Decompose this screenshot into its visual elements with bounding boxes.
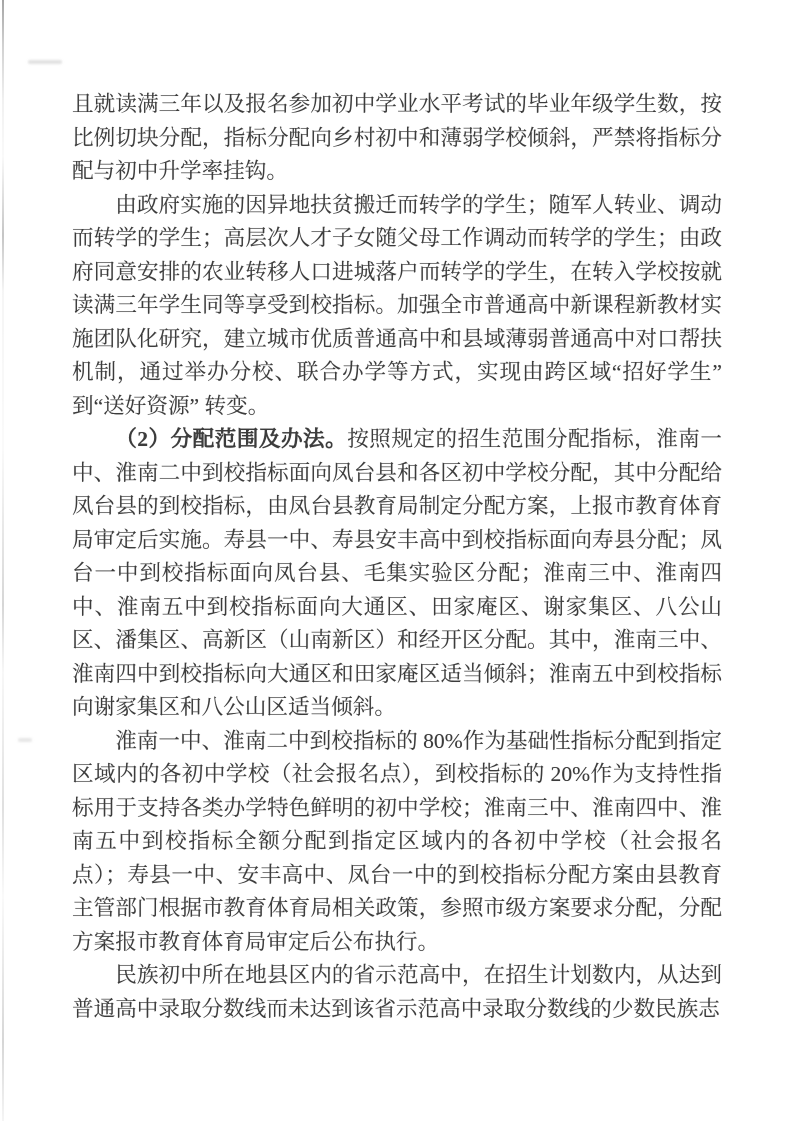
scan-edge-artifact	[2, 0, 4, 1121]
paragraph-transfer-student-policy: 由政府实施的因异地扶贫搬迁而转学的学生；随军人转业、调动而转学的学生；高层次人才子女随父母工作调动而转学的学生；由政府同意安排的农业转移人口进城落户而转学的学生，在转入学校按就读满三年学生同等享受到校指标。加强全市普通高中新课程新教材实施团队化研究，建立城市优质普通高中和县域薄弱普通高中对口帮扶机制，通过举办分校、联合办学等方式，实现由跨区域“招好学生” 到“送好资源” 转变。	[72, 192, 722, 418]
scan-smudge	[18, 738, 32, 742]
paragraph-allocation-scope-body: 按照规定的招生范围分配指标，淮南一中、淮南二中到校指标面向凤台县和各区初中学校分配，其中分配给凤台县的到校指标，由凤台县教育局制定分配方案，上报市教育体育局审定后实施。寿县一中、寿县安丰高中到校指标面向寿县分配；凤台一中到校指标面向凤台县、毛集实验区分配；淮南三中、淮南四中、淮南五中到校指标面向大通区、田家庵区、谢家集区、八公山区、潘集区、高新区（山南新区）和经开区分配。其中，淮南三中、淮南四中到校指标向大通区和田家庵区适当倾斜；淮南五中到校指标向谢家集区和八公山区适当倾斜。	[72, 427, 722, 719]
scan-smudge	[28, 60, 62, 64]
paragraph-allocation-scope	[72, 423, 722, 725]
paragraph-minority-student-admission: 民族初中所在地县区内的省示范高中，在招生计划数内，从达到普通高中录取分数线而未达到该省示范高中录取分数线的少数民族志	[72, 963, 722, 1021]
paragraph-quota-percentage-rules: 淮南一中、淮南二中到校指标的 80%作为基础性指标分配到指定区域内的各初中学校（社会报名点），到校指标的 20%作为支持性指标用于支持各类办学特色鲜明的初中学校；淮南三中、淮南四中、淮南五中到校指标全额分配到指定区域内的各初中学校（社会报名点）；寿县一中、安丰高中、凤台一中的到校指标分配方案由县教育主管部门根据市教育体育局相关政策，参照市级方案要求分配，分配方案报市教育体育局审定后公布执行。	[72, 728, 722, 954]
document-body	[72, 88, 722, 1026]
paragraph-quota-allocation-rules: 且就读满三年以及报名参加初中学业水平考试的毕业年级学生数，按比例切块分配，指标分配向乡村初中和薄弱学校倾斜，严禁将指标分配与初中升学率挂钩。	[72, 92, 722, 183]
section-heading-allocation-scope: （2）分配范围及办法。	[115, 427, 348, 451]
